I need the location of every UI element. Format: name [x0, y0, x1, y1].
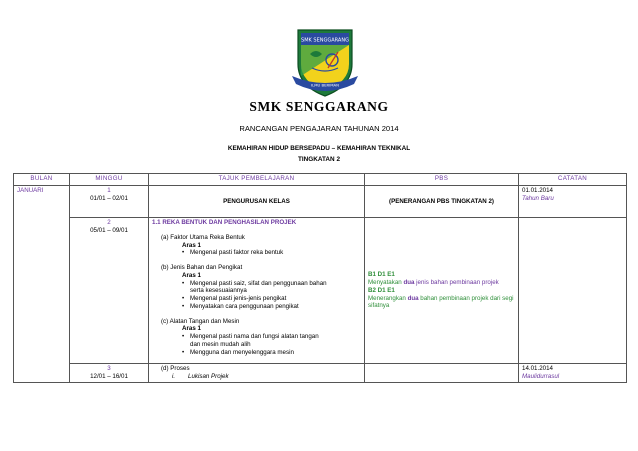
aras-label: Aras 1 — [182, 271, 201, 279]
process-item: i. Lukisan Projek — [172, 373, 229, 380]
crest-motto-text: ILMU BERIMAN — [311, 82, 339, 88]
week-dates: 12/01 – 16/01 — [90, 373, 128, 380]
table-row-week-2 — [14, 218, 627, 364]
bullet-continuation: dan mesin mudah alih — [190, 340, 251, 348]
pbs-descriptor-2: Menerangkan dua bahan pembinaan projek dari segi sifatnya — [368, 294, 514, 310]
pbs-code-2: B2 D1 E1 — [368, 286, 395, 294]
subtopic-a: (a) Faktor Utama Reka Bentuk — [161, 233, 245, 241]
crest-banner-text: SMK SENGGARANG — [301, 37, 349, 44]
bullet-item: • Mengenal pasti faktor reka bentuk — [182, 249, 361, 257]
subtopic-b: (b) Jenis Bahan dan Pengikat — [161, 264, 243, 271]
week-dates: 05/01 – 09/01 — [90, 226, 128, 234]
pbs-descriptor-1: Menyatakan dua jenis bahan pembinaan projek — [368, 279, 499, 286]
cell-notes-week-1 — [519, 186, 627, 218]
topic-heading: 1.1 REKA BENTUK DAN PENGHASILAN PROJEK — [152, 219, 297, 226]
aras-label: Aras 1 — [182, 325, 201, 333]
cell-pbs-week-3 — [365, 364, 519, 383]
header-bulan: BULAN — [14, 174, 70, 186]
cell-pbs-week-2 — [365, 218, 519, 364]
aras-label: Aras 1 — [182, 241, 201, 249]
note-date: 01.01.2014 — [522, 187, 553, 194]
week-number: 1 — [107, 187, 111, 194]
table-header-row — [14, 174, 627, 186]
week-dates: 01/01 – 02/01 — [90, 194, 128, 202]
week-number: 2 — [107, 219, 111, 226]
subtopic-c: (c) Alatan Tangan dan Mesin — [161, 317, 240, 325]
school-crest-logo — [292, 24, 358, 98]
cell-pbs-week-1: (PENERANGAN PBS TINGKATAN 2) — [365, 186, 519, 218]
note-text: Tahun Baru — [522, 194, 554, 202]
table-row-week-1 — [14, 186, 627, 218]
cell-week-3 — [70, 364, 149, 383]
cell-notes-week-2 — [519, 218, 627, 364]
pbs-code-1: B1 D1 E1 — [368, 271, 395, 279]
cell-topic-week-3 — [149, 364, 365, 383]
level-title: TINGKATAN 2 — [297, 156, 340, 163]
header-pbs: PBS — [365, 174, 519, 186]
cell-topic-week-1: PENGURUSAN KELAS — [149, 186, 365, 218]
bullet-item: • Mengguna dan menyelenggara mesin — [182, 349, 361, 357]
header-minggu: MINGGU — [70, 174, 149, 186]
bullet-item: • Mengenal pasti jenis-jenis pengikat — [182, 295, 361, 303]
month-label: JANUARI — [17, 187, 44, 194]
bullet-continuation: serta kesesuaiannya — [190, 287, 247, 295]
header-tajuk: TAJUK PEMBELAJARAN — [149, 174, 365, 186]
cell-topic-week-2 — [149, 218, 365, 364]
cell-week-2 — [70, 218, 149, 364]
note-date: 14.01.2014 — [522, 365, 553, 373]
school-name: SMK SENGGARANG — [249, 99, 389, 114]
lesson-plan-table — [13, 173, 627, 383]
header-catatan: CATATAN — [519, 174, 627, 186]
bullet-item: • Menyatakan cara penggunaan pengikat — [182, 303, 361, 311]
plan-title: RANCANGAN PENGAJARAN TAHUNAN 2014 — [239, 124, 399, 133]
cell-notes-week-3 — [519, 364, 627, 383]
table-row-week-3 — [14, 364, 627, 383]
week-number: 3 — [107, 365, 111, 373]
cell-week-1 — [70, 186, 149, 218]
subject-title: KEMAHIRAN HIDUP BERSEPADU – KEMAHIRAN TEKNIKAL — [227, 145, 411, 152]
subtopic-d: (d) Proses — [161, 365, 190, 373]
bullet-item: • Mengenal pasti nama dan fungsi alatan tangan — [182, 333, 361, 341]
bullet-item: • Mengenal pasti saiz, sifat dan penggunaan bahan — [182, 280, 361, 288]
note-text: Maulidurrasul — [522, 373, 560, 380]
cell-month — [14, 186, 70, 383]
